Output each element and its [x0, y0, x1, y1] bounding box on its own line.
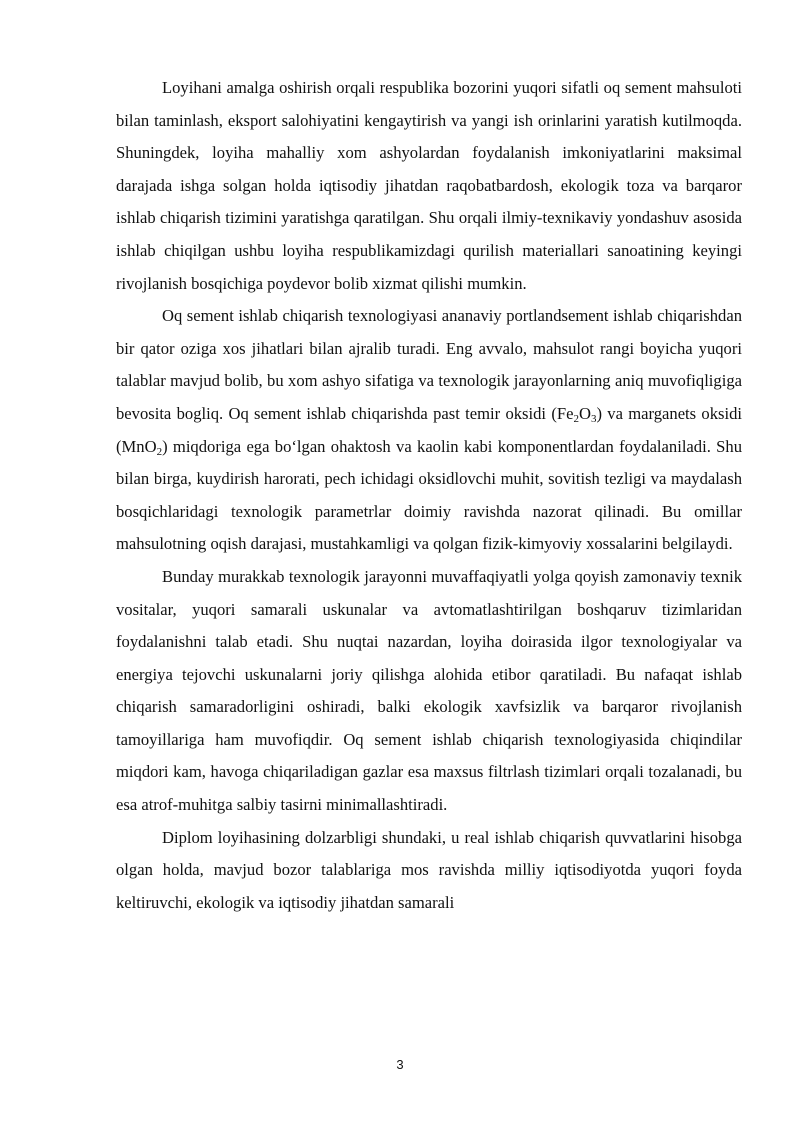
- paragraph-2-text-2: O: [578, 403, 591, 423]
- paragraph-2: [116, 300, 742, 561]
- document-body: [116, 72, 742, 919]
- page-number: 3: [396, 1057, 404, 1072]
- subscript-fe-2: 2: [573, 412, 579, 425]
- paragraph-2-text-3: ) va marganets oksidi (MnO: [116, 403, 742, 456]
- subscript-mno-2: 2: [156, 445, 163, 458]
- paragraph-2-text-4: ) miqdoriga ega boʻlgan ohaktosh va kaolin kabi komponentlardan foydalaniladi. Shu bilan birga, kuydirish harorati, pech ichidagi oksidlovchi muhit, sovitish tezligi va maydalash bosqichlaridagi texnologik parametrlar doimiy ravishda nazorat qilinadi. Bu omillar mahsulotning oqish darajasi, mustahkamligi va qolgan fizik-kimyoviy xossalarini belgilaydi.: [116, 436, 742, 554]
- paragraph-4: Diplom loyihasining dolzarbligi shundaki, u real ishlab chiqarish quvvatlarini hisobga olgan holda, mavjud bozor talablariga mos ravishda milliy iqtisodiyotda yuqori foyda keltiruvchi, ekologik va iqtisodiy jihatdan samarali: [116, 827, 742, 912]
- subscript-o-3: 3: [590, 412, 597, 425]
- paragraph-1: Loyihani amalga oshirish orqali respublika bozorini yuqori sifatli oq sement mahsuloti bilan taminlash, eksport salohiyatini kengaytirish va yangi ish orinlarini yaratish kutilmoqda. Shuningdek, loyiha mahalliy xom ashyolardan foydalanish imkoniyatlarini maksimal darajada ishga solgan holda iqtisodiy jihatdan raqobatbardosh, ekologik toza va barqaror ishlab chiqarish tizimini yaratishga qaratilgan. Shu orqali ilmiy-texnikaviy yondashuv asosida ishlab chiqilgan ushbu loyiha respublikamizdagi qurilish materiallari sanoatining keyingi rivojlanish bosqichiga poydevor bolib xizmat qilishi mumkin.: [116, 78, 742, 293]
- paragraph-3: Bunday murakkab texnologik jarayonni muvaffaqiyatli yolga qoyish zamonaviy texnik vositalar, yuqori samarali uskunalar va avtomatlashtirilgan boshqaruv tizimlaridan foydalanishni talab etadi. Shu nuqtai nazardan, loyiha doirasida ilgor texnologiyalar va energiya tejovchi uskunalarni joriy qilishga alohida etibor qaratiladi. Bu nafaqat ishlab chiqarish samaradorligini oshiradi, balki ekologik xavfsizlik va barqaror rivojlanish tamoyillariga ham muvofiqdir. Oq sement ishlab chiqarish texnologiyasida chiqindilar miqdori kam, havoga chiqariladigan gazlar esa maxsus filtrlash tizimlari orqali tozalanadi, bu esa atrof-muhitga salbiy tasirni minimallashtiradi.: [116, 566, 742, 815]
- paragraph-2-text-1: Oq sement ishlab chiqarish texnologiyasi ananaviy portlandsement ishlab chiqarishdan bir qator oziga xos jihatlari bilan ajralib turadi. Eng avvalo, mahsulot rangi boyicha yuqori talablar mavjud bolib, bu xom ashyo sifatiga va texnologik jarayonlarning aniq muvofiqligiga bevosita bogliq. Oq sement ishlab chiqarishda past temir oksidi (Fe: [116, 306, 742, 423]
